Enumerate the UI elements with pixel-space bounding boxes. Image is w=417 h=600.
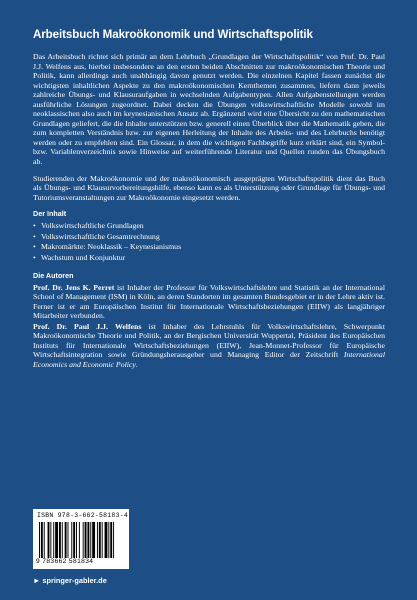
barcode-bar: [110, 522, 112, 558]
barcode-box: [33, 509, 129, 569]
barcode-bar: [97, 522, 98, 558]
barcode-bar: [105, 522, 108, 558]
barcode-bar: [102, 522, 103, 558]
authors-section: [33, 283, 385, 370]
isbn-label: ISBN 978-3-662-58183-4: [37, 512, 128, 519]
contents-heading: Der Inhalt: [33, 209, 67, 219]
barcode-bar: [68, 522, 69, 558]
barcode-bar: [44, 522, 45, 558]
website-label: springer-gabler.de: [42, 576, 107, 585]
contents-item: [33, 242, 385, 253]
barcode-bar: [55, 522, 58, 558]
barcode-bar: [108, 522, 109, 558]
author-name: Prof. Dr. Jens K. Perret: [33, 282, 115, 292]
arrow-icon: ►: [33, 576, 41, 585]
contents-list: [33, 221, 385, 263]
bullet-icon: •: [33, 252, 36, 262]
bullet-icon: •: [33, 221, 36, 231]
description-paragraph-1: Das Arbeitsbuch richtet sich primär an dem Lehrbuch „Grundlagen der Wirtschaftspolitik“ von Prof. Dr. Paul J.J. Welfens aus, hierbei insbesondere an den ersten beiden Abschnitten zur makroökonomischen Theorie und Politik, kann allerdings auch unabhängig davon genutzt werden. Die einzelnen Kapitel fassen zunächst die wichtigsten inhaltlichen Aspekte zu den makroökonomischen Kernthemen zusammen, liefern dann jeweils zahlreiche Übungs- und Klausuraufgaben in wechselnden Aufgabentypen. Allen Aufgabenstellungen werden ausführliche Lösungen zugeordnet. Dabei decken die Übungen volkswirtschaftliche Modelle sowohl im neoklassischen also auch im keynesianischen Ansatz ab. Ergänzend wird eine Übersicht zu den mathematischen Grundlagen geliefert, die die Inhalte unterstützen bzw. generell einen Überblick über die Mathematik geben, die zum kompletten Verständnis bzw. zur eigenen Herleitung der Inhalte des Arbeits- und des Lehrbuchs benötigt werden oder zu empfehlen sind. Ein Glossar, in dem die wichtigen Fachbegriffe kurz erklärt sind, ein Symbol- bzw. Variablenverzeichnis sowie Hinweise auf weiterführende Literatur und Quellen runden das Übungsbuch ab.: [33, 52, 385, 167]
author-entry-welfens: [33, 322, 385, 370]
author-entry-perret: [33, 283, 385, 321]
contents-item-label: Volkswirtschaftliche Gesamtrechnung: [41, 231, 160, 241]
book-title: Arbeitsbuch Makroökonomik und Wirtschaftspolitik: [33, 28, 313, 41]
barcode-digits: 9 783662 581834: [36, 558, 94, 565]
description: [33, 52, 385, 202]
publisher-website: [33, 576, 107, 585]
barcode-bar: [71, 522, 72, 558]
barcode-bar: [92, 522, 95, 558]
barcode-bar: [59, 522, 61, 558]
barcode-bar: [99, 522, 101, 558]
barcode-bar: [65, 522, 67, 558]
bullet-icon: •: [33, 231, 36, 241]
barcode-bar: [90, 522, 91, 558]
author-bio: ist Inhaber des Lehrstuhls für Volkswirtschaftslehre, Schwerpunkt Makroökonomische Theorie und Politik, an der Bergischen Universität Wuppertal, Präsident des Europäischen Instituts für Internationale Wirtschaftsbeziehungen (EIIW), Jean-Monnet-Professor für Europäische Wirtschaftsintegration sowie Gründungsherausgeber und Managing Editor der Zeitschrift: [33, 321, 385, 360]
barcode-bar: [87, 522, 89, 558]
authors-heading: Die Autoren: [33, 270, 74, 280]
barcode-bar: [113, 522, 114, 558]
barcode-bar: [62, 522, 63, 558]
barcode-bar: [48, 522, 50, 558]
cover-content: [33, 28, 385, 371]
barcode-bar: [85, 522, 87, 558]
author-name: Prof. Dr. Paul J.J. Welfens: [33, 321, 142, 331]
barcode-bar: [39, 522, 40, 558]
barcode-bar: [50, 522, 51, 558]
barcode-bar: [53, 522, 54, 558]
contents-item-label: Volkswirtschaftliche Grundlagen: [41, 221, 144, 231]
contents-item: [33, 221, 385, 232]
journal-title: International Economics and Economic Policy: [33, 350, 385, 369]
author-bio: ist Inhaber der Professur für Volkswirtschaftslehre und Statistik an der International School of Management (ISM) in Köln, an deren Standorten im gesamten Bundesgebiet er in der Lehre aktiv ist. Ferner ist er am Europäischen Institut für Internationale Wirtschaftsbeziehungen (EIIW) als langjähriger Mitarbeiter verbunden.: [33, 282, 386, 321]
barcode-bar: [41, 522, 43, 558]
barcode-bar: [76, 522, 77, 558]
contents-item: [33, 232, 385, 243]
barcode-bars: [39, 522, 125, 558]
contents-item-label: Wachstum und Konjunktur: [41, 252, 126, 262]
contents-item-label: Makromärkte: Neoklassik – Keynesianismus: [41, 242, 182, 252]
author-bio-end: .: [135, 359, 138, 369]
contents-item: [33, 253, 385, 264]
barcode-bar: [73, 522, 75, 558]
barcode-bar: [79, 522, 80, 558]
barcode-bar: [83, 522, 84, 558]
description-paragraph-2: Studierenden der Makroökonomie und der makroökonomisch ausgeprägten Wirtschaftspolitik dient das Buch als Übungs- und Klausurvorbereitungshilfe, ebenso kann es als Unterstützung oder Grundlage für Übungs- und Tutoriumsveranstaltungen zur Makroökonomie eingesetzt werden.: [33, 173, 385, 202]
bullet-icon: •: [33, 242, 36, 252]
